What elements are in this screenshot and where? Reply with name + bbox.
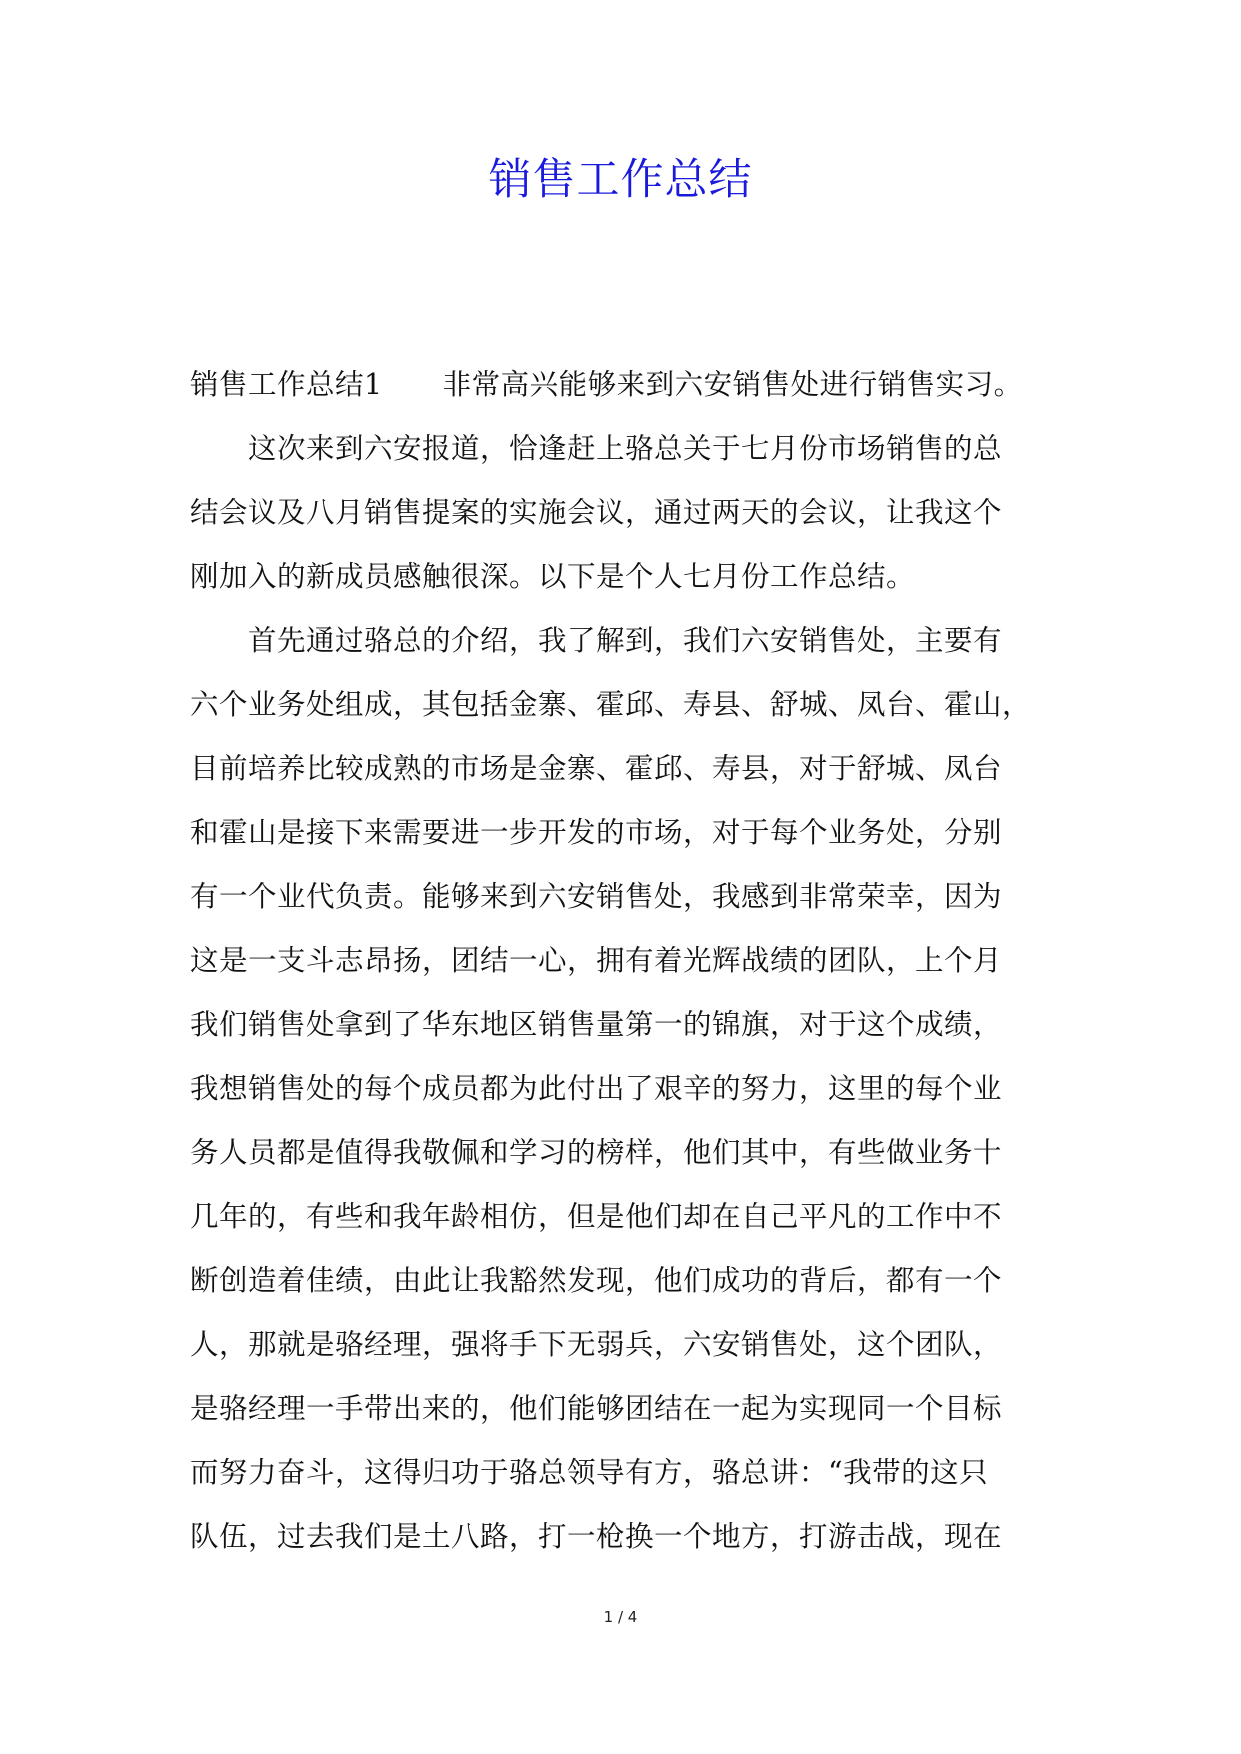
- paragraph-line: 有一个业代负责。能够来到六安销售处，我感到非常荣幸，因为: [190, 880, 1003, 913]
- paragraph-line: 断创造着佳绩，由此让我豁然发现，他们成功的背后，都有一个: [190, 1264, 1003, 1297]
- paragraph-line: 我想销售处的每个成员都为此付出了艰辛的努力，这里的每个业: [190, 1072, 1003, 1105]
- first-sentence: 非常高兴能够来到六安销售处进行销售实习。: [442, 368, 1023, 401]
- page-number: 1 / 4: [603, 1608, 638, 1626]
- first-line: [190, 353, 1056, 417]
- paragraph-line: 而努力奋斗，这得归功于骆总领导有方，骆总讲：“我带的这只: [190, 1456, 989, 1489]
- paragraph-line: 六个业务处组成，其包括金寨、霍邱、寿县、舒城、凤台、霍山，: [190, 688, 1032, 721]
- section-heading: 销售工作总结1: [190, 368, 383, 401]
- paragraph-line: 是骆经理一手带出来的，他们能够团结在一起为实现同一个目标: [190, 1392, 1003, 1425]
- paragraph-line: 首先通过骆总的介绍，我了解到，我们六安销售处，主要有: [248, 624, 1003, 657]
- document-title: 销售工作总结: [488, 155, 753, 205]
- paragraph-line: 队伍，过去我们是土八路，打一枪换一个地方，打游击战，现在: [190, 1520, 1003, 1553]
- document-body: [190, 353, 1056, 1569]
- paragraph-line: 目前培养比较成熟的市场是金寨、霍邱、寿县，对于舒城、凤台: [190, 752, 1003, 785]
- paragraph-line: 人，那就是骆经理，强将手下无弱兵，六安销售处，这个团队，: [190, 1328, 1003, 1361]
- paragraph-line: 和霍山是接下来需要进一步开发的市场，对于每个业务处，分别: [190, 816, 1003, 849]
- paragraph-line: 刚加入的新成员感触很深。以下是个人七月份工作总结。: [190, 560, 916, 593]
- paragraph-line: 这次来到六安报道，恰逢赶上骆总关于七月份市场销售的总: [248, 432, 1003, 465]
- paragraph-line: 这是一支斗志昂扬，团结一心，拥有着光辉战绩的团队，上个月: [190, 944, 1003, 977]
- paragraph-line: 几年的，有些和我年龄相仿，但是他们却在自己平凡的工作中不: [190, 1200, 1003, 1233]
- paragraph-line: 务人员都是值得我敬佩和学习的榜样，他们其中，有些做业务十: [190, 1136, 1003, 1169]
- paragraph-line: 我们销售处拿到了华东地区销售量第一的锦旗，对于这个成绩，: [190, 1008, 1003, 1041]
- paragraph-line: 结会议及八月销售提案的实施会议，通过两天的会议，让我这个: [190, 496, 1003, 529]
